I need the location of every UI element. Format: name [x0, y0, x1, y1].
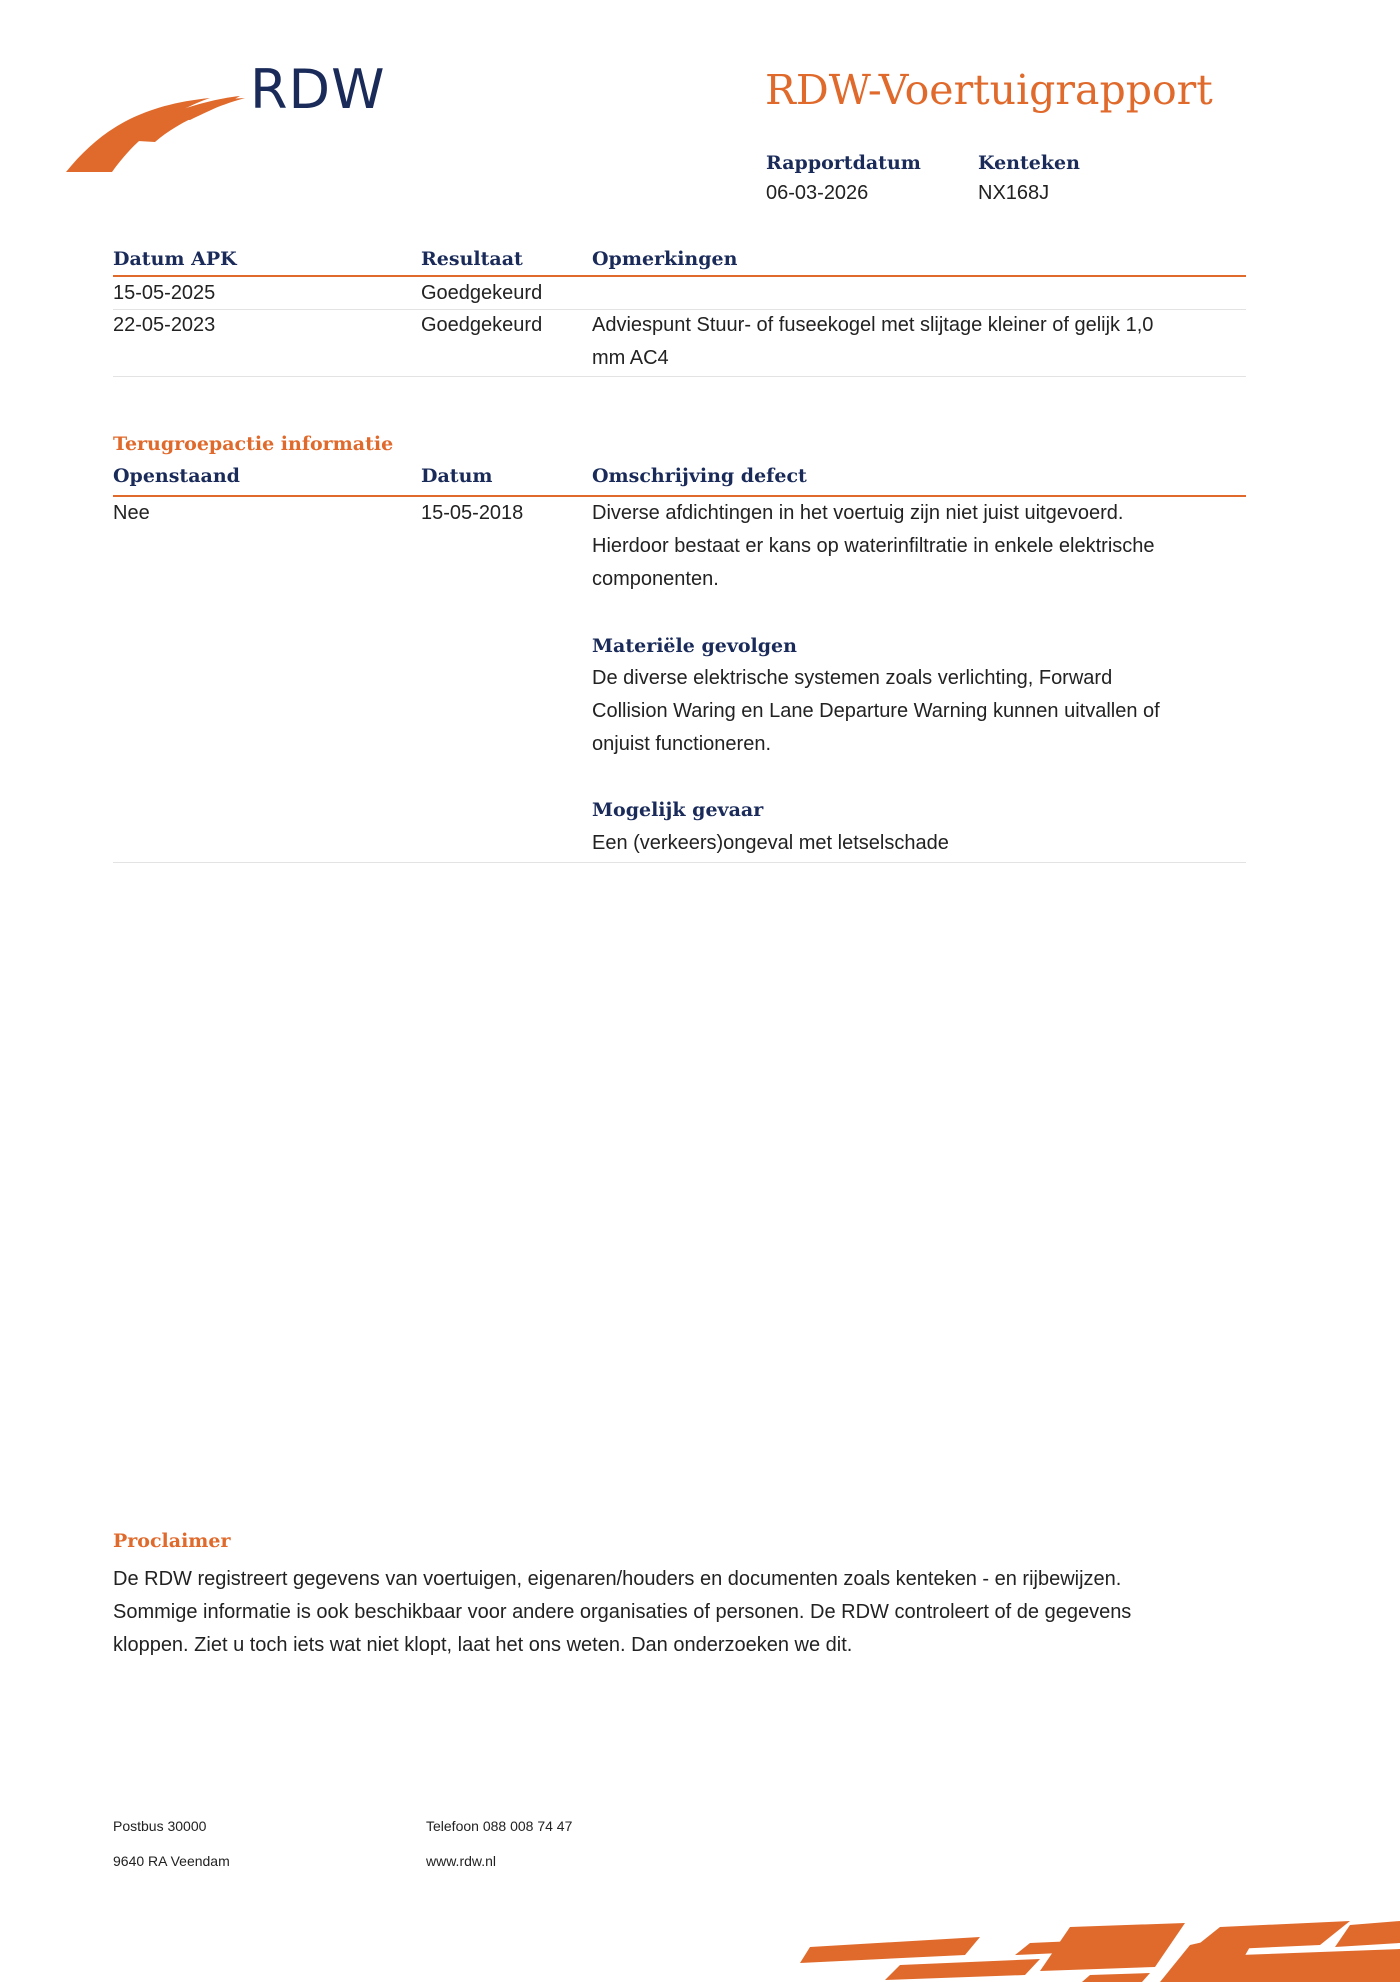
- recall-gevolgen-line2: Collision Waring en Lane Departure Warning kunnen uitvallen of: [592, 700, 1160, 722]
- rapportdatum-label: Rapportdatum: [766, 152, 921, 174]
- apk-row1-resultaat: Goedgekeurd: [421, 282, 543, 304]
- recall-gevolgen-title: Materiële gevolgen: [592, 635, 797, 657]
- kenteken-value: NX168J: [978, 182, 1050, 204]
- proclaimer-line3: kloppen. Ziet u toch iets wat niet klopt, laat het ons weten. Dan onderzoeken we dit.: [113, 1634, 853, 1656]
- recall-table-end-rule: [113, 862, 1246, 863]
- apk-row2-datum: 22-05-2023: [113, 314, 216, 336]
- proclaimer-text: [113, 1563, 1243, 1662]
- rdw-swoosh-icon: [66, 96, 245, 172]
- rapportdatum-value: 06-03-2026: [766, 182, 869, 204]
- recall-datum-value: 15-05-2018: [421, 502, 524, 524]
- proclaimer-line1: De RDW registreert gegevens van voertuigen, eigenaren/houders en documenten zoals kenteken - en rijbewijzen.: [113, 1568, 1122, 1590]
- apk-row2-resultaat: Goedgekeurd: [421, 314, 543, 336]
- footer-stripes-graphic: [790, 1915, 1400, 1982]
- apk-header-resultaat: Resultaat: [421, 248, 523, 270]
- footer-postbus: Postbus 30000: [113, 1818, 207, 1834]
- logo-text: RDW: [250, 58, 386, 121]
- apk-header-datum: Datum APK: [113, 248, 237, 270]
- recall-gevolgen-line3: onjuist functioneren.: [592, 733, 772, 755]
- apk-row2-opmerkingen-line1: Adviespunt Stuur- of fuseekogel met slijtage kleiner of gelijk 1,0: [592, 314, 1154, 336]
- proclaimer-line2: Sommige informatie is ook beschikbaar voor andere organisaties of personen. De RDW controleert of de gegevens: [113, 1601, 1132, 1623]
- recall-defect-line3: componenten.: [592, 568, 719, 590]
- recall-section-title: Terugroepactie informatie: [113, 433, 394, 455]
- kenteken-label: Kenteken: [978, 152, 1080, 174]
- recall-header-datum: Datum: [421, 465, 493, 487]
- apk-row2-opmerkingen-line2: mm AC4: [592, 347, 669, 369]
- recall-openstaand-value: Nee: [113, 502, 150, 524]
- recall-header-omschrijving: Omschrijving defect: [592, 465, 807, 487]
- apk-header-rule: [113, 275, 1246, 277]
- recall-gevaar-text: Een (verkeers)ongeval met letselschade: [592, 832, 949, 854]
- recall-header-openstaand: Openstaand: [113, 465, 240, 487]
- recall-gevaar-title: Mogelijk gevaar: [592, 799, 764, 821]
- apk-row1-datum: 15-05-2025: [113, 282, 216, 304]
- footer-website: www.rdw.nl: [426, 1853, 497, 1869]
- recall-defect-line1: Diverse afdichtingen in het voertuig zijn niet juist uitgevoerd.: [592, 502, 1124, 524]
- apk-table-end-rule: [113, 376, 1246, 377]
- proclaimer-title: Proclaimer: [113, 1530, 231, 1552]
- apk-header-opmerkingen: Opmerkingen: [592, 248, 738, 270]
- recall-gevolgen-line1: De diverse elektrische systemen zoals verlichting, Forward: [592, 667, 1113, 689]
- report-title: RDW-Voertuigrapport: [765, 66, 1213, 114]
- footer-telefoon: Telefoon 088 008 74 47: [426, 1818, 573, 1834]
- recall-defect-line2: Hierdoor bestaat er kans op waterinfiltratie in enkele elektrische: [592, 535, 1155, 557]
- footer-plaats: 9640 RA Veendam: [113, 1853, 230, 1869]
